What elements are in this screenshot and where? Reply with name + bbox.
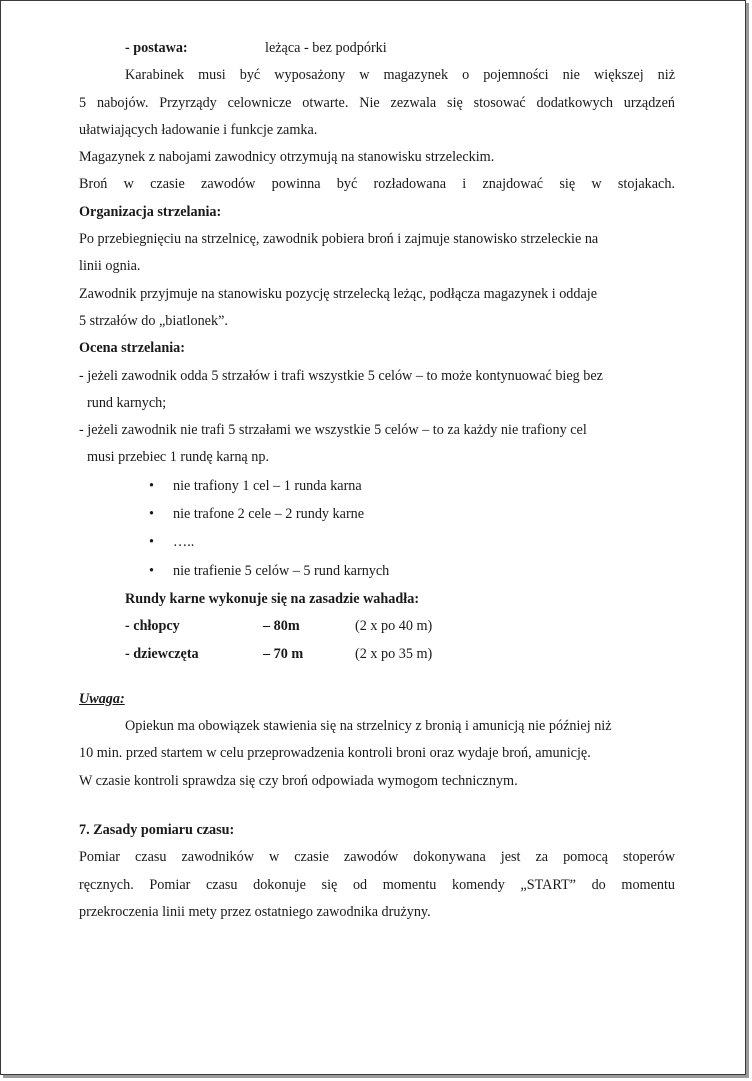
section7-line-3: przekroczenia linii mety przez ostatniego zawodnika drużyny. bbox=[79, 903, 431, 920]
ocena-line-3: - jeżeli zawodnik nie trafi 5 strzałami we wszystkie 5 celów – to za każdy nie trafiony cel bbox=[79, 422, 587, 439]
bullet-icon: • bbox=[149, 506, 154, 523]
rundy-detail: (2 x po 40 m) bbox=[355, 618, 433, 635]
section7-line-2: ręcznych. Pomiar czasu dokonuje się od momentu komendy „START” do momentu bbox=[79, 876, 675, 893]
intro-line-2: 5 nabojów. Przyrządy celownicze otwarte. Nie zezwala się stosować dodatkowych urządzeń bbox=[79, 94, 675, 111]
organizacja-heading: Organizacja strzelania: bbox=[79, 203, 222, 220]
uwaga-line-2: 10 min. przed startem w celu przeprowadzenia kontroli broni oraz wydaje broń, amunicję. bbox=[79, 745, 591, 762]
penalty-list-item bbox=[79, 558, 675, 585]
penalty-item-text: nie trafiony 1 cel – 1 runda karna bbox=[173, 477, 362, 494]
rundy-distance: – 70 m bbox=[263, 645, 304, 662]
organizacja-line-3: Zawodnik przyjmuje na stanowisku pozycję strzelecką leżąc, podłącza magazynek i oddaje bbox=[79, 285, 598, 302]
rundy-detail: (2 x po 35 m) bbox=[355, 645, 433, 662]
ocena-heading: Ocena strzelania: bbox=[79, 340, 185, 357]
penalty-item-text: nie trafienie 5 celów – 5 rund karnych bbox=[173, 562, 390, 579]
penalty-list-item bbox=[79, 529, 675, 556]
organizacja-line-1: Po przebiegnięciu na strzelnicę, zawodnik pobiera broń i zajmuje stanowisko strzeleckie na bbox=[79, 231, 599, 248]
organizacja-line-2: linii ognia. bbox=[79, 258, 141, 275]
bullet-icon: • bbox=[149, 477, 154, 494]
uwaga-line-1: Opiekun ma obowiązek stawienia się na strzelnicy z bronią i amunicją nie później niż bbox=[125, 718, 612, 735]
penalty-list-item bbox=[79, 501, 675, 528]
intro-line-5: Broń w czasie zawodów powinna być rozładowana i znajdować się w stojakach. bbox=[79, 176, 675, 193]
intro-line-1: Karabinek musi być wyposażony w magazynek o pojemności nie większej niż bbox=[125, 67, 675, 84]
document-body bbox=[79, 35, 675, 926]
rundy-group: - dziewczęta bbox=[125, 645, 199, 662]
rundy-group: - chłopcy bbox=[125, 618, 180, 635]
postawa-value: leżąca - bez podpórki bbox=[265, 40, 387, 56]
ocena-line-4: musi przebiec 1 rundę karną np. bbox=[87, 449, 270, 466]
penalty-item-text: ….. bbox=[173, 534, 195, 551]
organizacja-line-4: 5 strzałów do „biatlonek”. bbox=[79, 312, 228, 329]
bullet-icon: • bbox=[149, 562, 154, 579]
intro-line-3: ułatwiających ładowanie i funkcje zamka. bbox=[79, 121, 318, 138]
rundy-row-boys bbox=[79, 613, 675, 640]
ocena-line-2: rund karnych; bbox=[87, 394, 167, 411]
section7-line-1: Pomiar czasu zawodników w czasie zawodów dokonywana jest za pomocą stoperów bbox=[79, 849, 675, 866]
rundy-heading: Rundy karne wykonuje się na zasadzie wahadła: bbox=[125, 590, 420, 607]
bullet-icon: • bbox=[149, 534, 154, 551]
uwaga-heading: Uwaga: bbox=[79, 690, 125, 707]
section7-heading: 7. Zasady pomiaru czasu: bbox=[79, 822, 235, 839]
uwaga-line-3: W czasie kontroli sprawdza się czy broń odpowiada wymogom technicznym. bbox=[79, 772, 518, 789]
penalty-list-item bbox=[79, 473, 675, 500]
penalty-item-text: nie trafone 2 cele – 2 rundy karne bbox=[173, 506, 365, 523]
ocena-line-1: - jeżeli zawodnik odda 5 strzałów i trafi wszystkie 5 celów – to może kontynuować bieg bez bbox=[79, 367, 603, 384]
rundy-distance: – 80m bbox=[263, 618, 300, 635]
intro-line-4: Magazynek z nabojami zawodnicy otrzymują na stanowisku strzeleckim. bbox=[79, 149, 495, 166]
rundy-row-girls bbox=[79, 641, 675, 668]
postawa-label: - postawa: bbox=[125, 40, 188, 56]
postawa-row bbox=[79, 35, 675, 62]
